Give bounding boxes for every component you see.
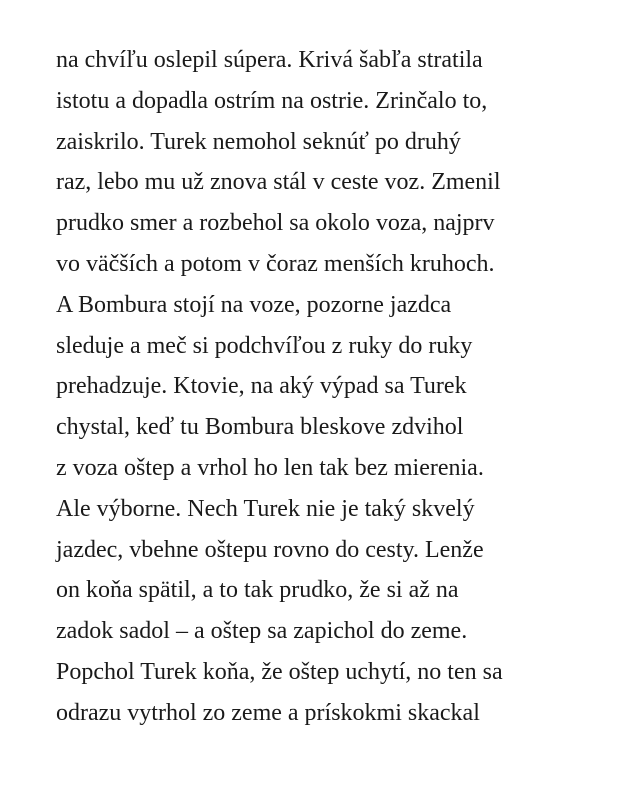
text-line: z voza oštep a vrhol ho len tak bez mierenia. [56,454,484,481]
text-line: na chvíľu oslepil súpera. Krivá šabľa stratila [56,47,483,73]
text-line: sleduje a meč si podchvíľou z ruky do ruky [56,332,473,359]
text-line: on koňa spätil, a to tak prudko, že si až na [56,577,459,604]
text-line: Ale výborne. Nech Turek nie je taký skvelý [56,495,475,522]
text-line: chystal, keď tu Bombura bleskove zdvihol [56,414,464,441]
text-line: zadok sadol – a oštep sa zapichol do zeme. [56,618,468,645]
text-line: vo väčších a potom v čoraz menších kruhoch. [56,250,495,277]
text-line: A Bombura stojí na voze, pozorne jazdca [56,291,452,318]
text-line: Popchol Turek koňa, že oštep uchytí, no ten sa [56,658,503,685]
text-line: jazdec, vbehne oštepu rovno do cesty. Lenže [56,536,484,563]
text-line: zaiskrilo. Turek nemohol seknúť po druhý [56,128,461,155]
text-line: prudko smer a rozbehol sa okolo voza, najprv [56,210,495,237]
text-line: raz, lebo mu už znova stál v ceste voz. Zmenil [56,169,501,196]
text-line: odrazu vytrhol zo zeme a prískokmi skackal [56,699,480,726]
text-line: istotu a dopadla ostrím na ostrie. Zrinčalo to, [56,87,488,114]
text-line: prehadzuje. Ktovie, na aký výpad sa Turek [56,373,467,400]
book-page [56,40,616,734]
